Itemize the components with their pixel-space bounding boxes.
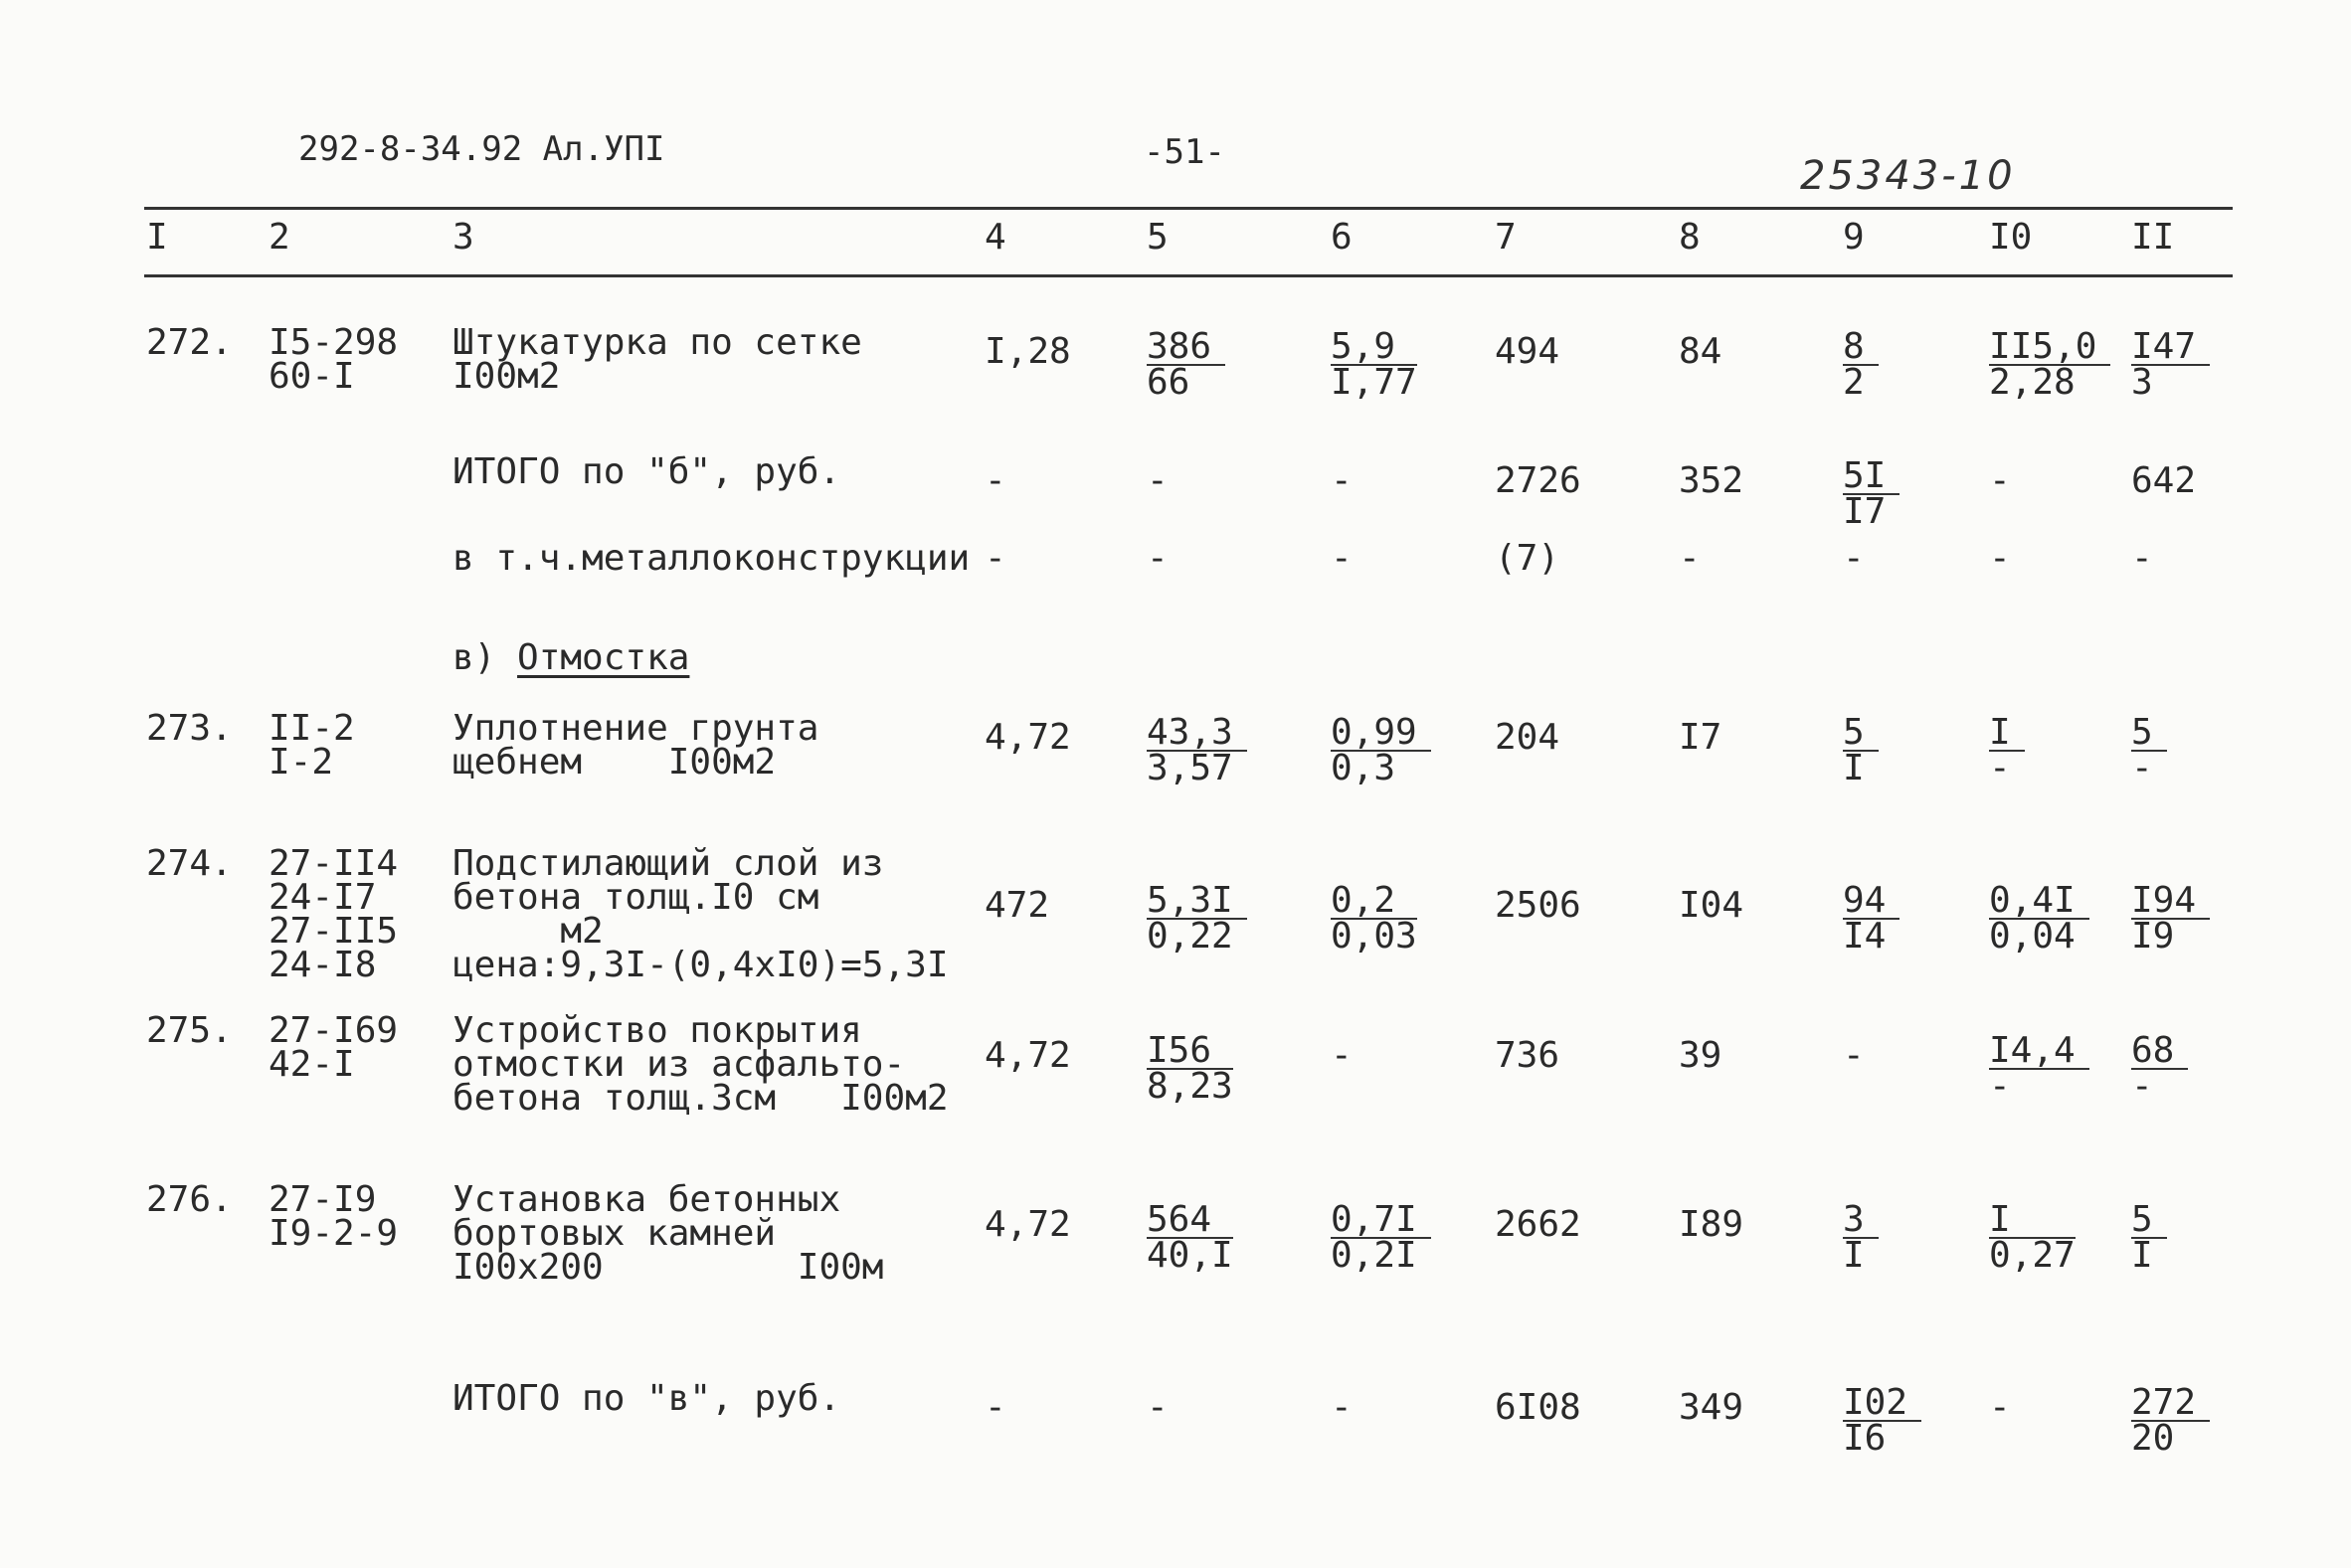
row-description: Подстилающий слой из бетона толщ.I0 см м2 цена:9,3I-(0,4xI0)=5,3I [452,843,949,985]
value-c11-bottom: 3 [2131,362,2153,403]
value-c10-bottom: 0,04 [1989,916,2076,957]
value-c10-top: 0,4I [1989,884,2089,920]
value-c11-bottom: - [2131,1066,2153,1107]
value-c10-bottom: 0,27 [1989,1235,2076,1276]
column-header-3: 3 [452,217,474,258]
value-c10-bottom: 2,28 [1989,362,2076,403]
value-c11-bottom: I9 [2131,916,2175,957]
value-c9 [1843,712,1879,788]
row-codes: I5-298 60-I [269,322,399,397]
value-c10 [1989,326,2110,403]
value-c5-top: I56 [1147,1034,1233,1070]
row-number: 272. [146,322,233,363]
value-c9-top: 8 [1843,330,1879,366]
value-c10: - [1989,538,2011,579]
value-c7: 2662 [1495,1204,1581,1245]
row-description: в т.ч.металлоконструкции [452,538,971,579]
value-c11 [2131,1382,2210,1459]
value-c6-bottom: 0,3 [1331,748,1396,788]
value-c11-top: 5 [2131,1203,2167,1239]
value-c6: - [1331,1035,1353,1076]
value-c6-bottom: 0,03 [1331,916,1417,957]
value-c6 [1331,880,1417,957]
value-c5-top: 564 [1147,1203,1233,1239]
column-header-7: 7 [1495,217,1517,258]
value-c9 [1843,1199,1879,1276]
row-description: Установка бетонных бортовых камней I00x200 I00м [452,1179,884,1288]
value-c4: - [985,1387,1006,1428]
value-c5 [1147,1030,1233,1107]
value-c8: 349 [1679,1387,1744,1428]
value-c9 [1843,880,1899,957]
row-codes: 27-I69 42-I [269,1010,399,1085]
value-c9: - [1843,538,1865,579]
value-c8: 84 [1679,331,1722,372]
section-prefix: в) [452,637,518,678]
value-c4: 472 [985,885,1050,926]
value-c9-bottom: I4 [1843,916,1887,957]
value-c4: 4,72 [985,717,1071,758]
value-c11 [2131,880,2210,957]
value-c10-top: I [1989,1203,2076,1239]
row-description: Штукатурка по сетке I00м2 [452,322,862,397]
column-header-8: 8 [1679,217,1701,258]
value-c10 [1989,880,2089,957]
value-c6: - [1331,538,1353,579]
value-c6 [1331,712,1431,788]
value-c8: - [1679,538,1701,579]
value-c5: - [1147,460,1169,501]
value-c11-bottom: I [2131,1235,2153,1276]
column-header-9: 9 [1843,217,1865,258]
column-header-10: I0 [1989,217,2033,258]
value-c6-top: 5,9 [1331,330,1417,366]
value-c9 [1843,455,1899,532]
value-c10 [1989,712,2025,788]
value-c5-bottom: 40,I [1147,1235,1233,1276]
value-c4: 4,72 [985,1204,1071,1245]
value-c7: 2506 [1495,885,1581,926]
value-c9-bottom: I [1843,748,1865,788]
value-c4: - [985,538,1006,579]
value-c10 [1989,1030,2089,1107]
column-header-5: 5 [1147,217,1169,258]
row-codes: II-2 I-2 [269,708,355,783]
value-c9: - [1843,1035,1865,1076]
value-c5 [1147,1199,1233,1276]
value-c6-top: 0,2 [1331,884,1417,920]
value-c11-top: 272 [2131,1386,2210,1422]
value-c11-top: I94 [2131,884,2210,920]
value-c4: I,28 [985,331,1071,372]
value-c5-top: 386 [1147,330,1225,366]
value-c10 [1989,1199,2076,1276]
column-header-6: 6 [1331,217,1353,258]
value-c8: I7 [1679,717,1722,758]
column-header-4: 4 [985,217,1006,258]
value-c9-bottom: I [1843,1235,1865,1276]
value-c10: - [1989,1387,2011,1428]
value-c9-bottom: I7 [1843,491,1887,532]
value-c5: - [1147,1387,1169,1428]
row-number: 276. [146,1179,233,1220]
value-c6: - [1331,460,1353,501]
section-heading [452,637,690,678]
value-c6: - [1331,1387,1353,1428]
value-c9-top: 5I [1843,459,1899,495]
value-c5-top: 5,3I [1147,884,1247,920]
value-c11-bottom: 20 [2131,1418,2175,1459]
value-c6-bottom: I,77 [1331,362,1417,403]
header-bottom-rule [144,274,2233,277]
value-c7: 494 [1495,331,1560,372]
value-c6-bottom: 0,2I [1331,1235,1417,1276]
header-top-rule [144,207,2233,210]
value-c9-top: 94 [1843,884,1899,920]
value-c9-bottom: I6 [1843,1418,1887,1459]
value-c8: I89 [1679,1204,1744,1245]
value-c11-top: 68 [2131,1034,2188,1070]
value-c11: - [2131,538,2153,579]
value-c8: 352 [1679,460,1744,501]
value-c11 [2131,1030,2188,1107]
value-c9-bottom: 2 [1843,362,1865,403]
row-codes: 27-I9 I9-2-9 [269,1179,399,1254]
value-c4: 4,72 [985,1035,1071,1076]
value-c5: - [1147,538,1169,579]
value-c10-bottom: - [1989,748,2011,788]
value-c10-top: I [1989,716,2025,752]
value-c7: 736 [1495,1035,1560,1076]
value-c6-top: 0,99 [1331,716,1431,752]
value-c9-top: 5 [1843,716,1879,752]
column-header-11: II [2131,217,2175,258]
value-c5-bottom: 0,22 [1147,916,1233,957]
value-c9 [1843,1382,1921,1459]
value-c5-bottom: 3,57 [1147,748,1233,788]
value-c11-top: 5 [2131,716,2167,752]
handwritten-number: 25343-10 [1800,153,2016,199]
value-c7: 6I08 [1495,1387,1581,1428]
row-codes: 27-II4 24-I7 27-II5 24-I8 [269,843,399,985]
value-c11 [2131,326,2210,403]
value-c5 [1147,880,1247,957]
value-c9-top: I02 [1843,1386,1921,1422]
value-c11-bottom: - [2131,748,2153,788]
row-description: ИТОГО по "б", руб. [452,451,841,492]
value-c5-bottom: 8,23 [1147,1066,1233,1107]
row-description: ИТОГО по "в", руб. [452,1378,841,1419]
row-number: 273. [146,708,233,749]
value-c7: 204 [1495,717,1560,758]
row-description: Уплотнение грунта щебнем I00м2 [452,708,819,783]
section-title: Отмостка [517,637,690,678]
value-c5-bottom: 66 [1147,362,1190,403]
value-c11: 642 [2131,460,2197,501]
document-code: 292-8-34.92 Ал.УПI [298,129,665,169]
value-c10-top: II5,0 [1989,330,2110,366]
value-c7: 2726 [1495,460,1581,501]
value-c5-top: 43,3 [1147,716,1247,752]
row-number: 274. [146,843,233,884]
value-c4: - [985,460,1006,501]
value-c8: 39 [1679,1035,1722,1076]
value-c8: I04 [1679,885,1744,926]
value-c5 [1147,712,1247,788]
row-description: Устройство покрытия отмостки из асфальто- бетона толщ.3см I00м2 [452,1010,949,1119]
value-c10-bottom: - [1989,1066,2011,1107]
value-c6-top: 0,7I [1331,1203,1431,1239]
value-c11-top: I47 [2131,330,2210,366]
value-c11 [2131,1199,2167,1276]
value-c7: (7) [1495,538,1560,579]
value-c5 [1147,326,1225,403]
row-number: 275. [146,1010,233,1051]
page-number: -51- [1144,132,1225,172]
value-c10: - [1989,460,2011,501]
value-c11 [2131,712,2167,788]
value-c6 [1331,1199,1431,1276]
column-header-2: 2 [269,217,290,258]
value-c9-top: 3 [1843,1203,1879,1239]
value-c9 [1843,326,1879,403]
column-header-1: I [146,217,168,258]
value-c6 [1331,326,1417,403]
value-c10-top: I4,4 [1989,1034,2089,1070]
